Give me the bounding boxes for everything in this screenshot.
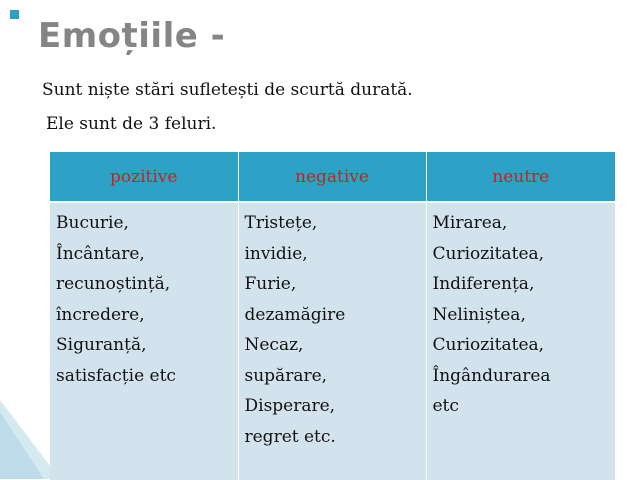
- list-item: Tristețe,: [244, 213, 318, 233]
- slide-subtitle-2: Ele sunt de 3 feluri.: [46, 114, 217, 134]
- list-item: Încântare,: [56, 243, 145, 264]
- header-pozitive: pozitive: [50, 152, 238, 202]
- list-item: recunoștință,: [56, 274, 171, 294]
- cell-neutre: [426, 202, 615, 480]
- list-item: Neliniștea,: [432, 304, 526, 325]
- cell-negative: [238, 202, 426, 480]
- list-item: Curiozitatea,: [432, 335, 545, 355]
- cell-pozitive: [50, 202, 238, 480]
- list-item: Mirarea,: [432, 213, 508, 233]
- table-body-row: [50, 202, 615, 480]
- list-item: Indiferența,: [432, 274, 535, 294]
- list-item: regret etc.: [244, 426, 336, 447]
- list-item: Îngândurarea: [432, 365, 551, 386]
- list-item: încredere,: [56, 304, 145, 325]
- emotions-table: [50, 152, 615, 480]
- header-neutre: neutre: [426, 152, 615, 202]
- list-item: Necaz,: [244, 335, 304, 355]
- list-item: dezamăgire: [244, 304, 346, 325]
- list-item: invidie,: [244, 243, 308, 264]
- list-item: Siguranță,: [56, 335, 147, 355]
- list-item: satisfacție etc: [56, 365, 176, 386]
- slide-title: Emoțiile -: [38, 16, 226, 56]
- list-item: Furie,: [244, 274, 297, 294]
- table-header-row: [50, 152, 615, 202]
- slide-subtitle-1: Sunt niște stări sufletești de scurtă durată.: [42, 80, 413, 100]
- list-item: Curiozitatea,: [432, 243, 545, 264]
- accent-square: [10, 10, 19, 19]
- list-item: Bucurie,: [56, 213, 129, 233]
- list-item: Disperare,: [244, 396, 336, 416]
- list-item: supărare,: [244, 365, 328, 386]
- header-negative: negative: [238, 152, 426, 202]
- list-item: etc: [432, 396, 459, 416]
